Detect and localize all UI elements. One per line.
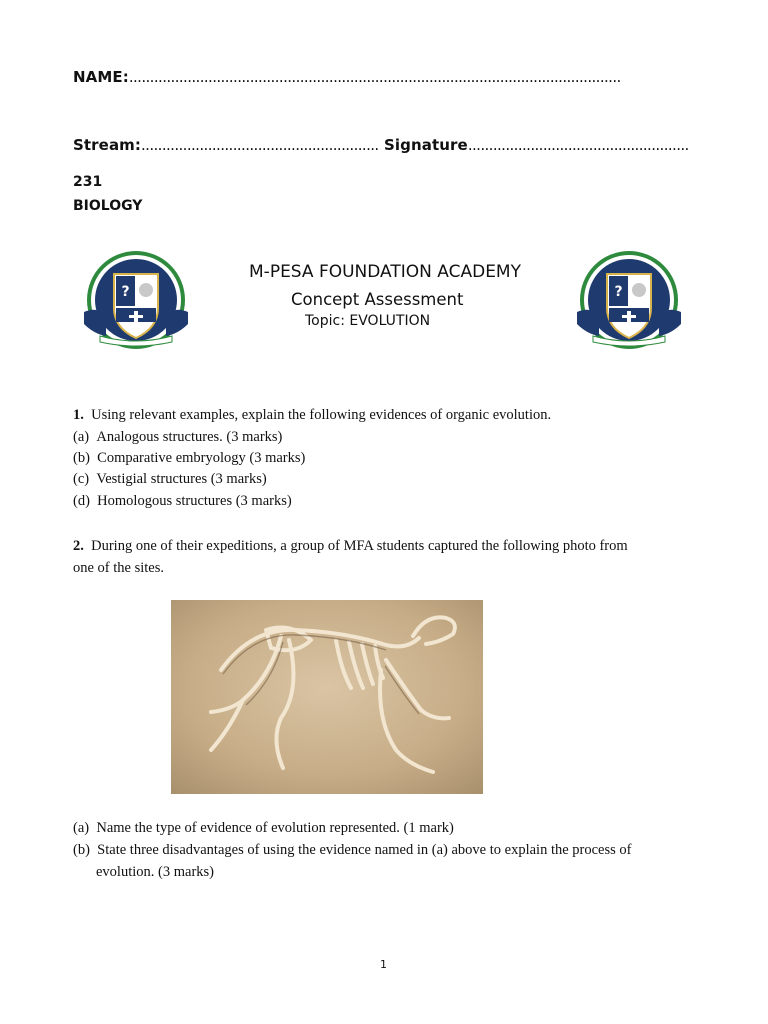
paper-code: 231 bbox=[73, 174, 103, 190]
list-item: (c) Vestigial structures (3 marks) bbox=[73, 471, 267, 487]
list-item: (b) Comparative embryology (3 marks) bbox=[73, 450, 306, 466]
signature-field bbox=[384, 136, 689, 154]
crest-icon bbox=[76, 250, 196, 354]
question-2-number: 2. bbox=[73, 538, 84, 554]
question-2-stem: 2. During one of their expeditions, a group of MFA students captured the following photo from bbox=[73, 538, 628, 554]
name-dots: ...................................................................................................................... bbox=[128, 68, 621, 86]
list-item: (d) Homologous structures (3 marks) bbox=[73, 493, 292, 509]
school-name: M-PESA FOUNDATION ACADEMY bbox=[249, 262, 521, 282]
topic-line: Topic: EVOLUTION bbox=[305, 313, 431, 329]
assessment-title: Concept Assessment bbox=[291, 290, 464, 309]
stream-field bbox=[73, 136, 379, 154]
svg-text:?: ? bbox=[614, 284, 623, 300]
subject-name: BIOLOGY bbox=[73, 198, 143, 214]
stream-dots: ......................................................... bbox=[141, 136, 379, 154]
list-item: (a) Name the type of evidence of evolution represented. (1 mark) bbox=[73, 820, 454, 836]
svg-text:?: ? bbox=[121, 284, 130, 300]
name-field bbox=[73, 68, 621, 86]
list-item: (a) Analogous structures. (3 marks) bbox=[73, 429, 283, 445]
crest-icon bbox=[569, 250, 689, 354]
question-2-stem-cont: one of the sites. bbox=[73, 560, 165, 576]
school-logo-left bbox=[76, 250, 196, 354]
signature-label: Signature bbox=[384, 136, 468, 154]
name-label: NAME: bbox=[73, 68, 129, 86]
signature-dots: ..................................................... bbox=[467, 136, 689, 154]
list-item: (b) State three disadvantages of using the evidence named in (a) above to explain the process of bbox=[73, 842, 632, 858]
list-item-cont: evolution. (3 marks) bbox=[96, 864, 214, 880]
question-1-stem bbox=[73, 405, 551, 427]
question-1-text: Using relevant examples, explain the following evidences of organic evolution. bbox=[91, 407, 552, 423]
fossil-photo bbox=[171, 600, 483, 794]
fossil-skeleton-image bbox=[171, 600, 483, 794]
question-1-number: 1. bbox=[73, 407, 84, 423]
page-number: 1 bbox=[380, 958, 387, 971]
school-logo-right bbox=[569, 250, 689, 354]
stream-label: Stream: bbox=[73, 136, 141, 154]
